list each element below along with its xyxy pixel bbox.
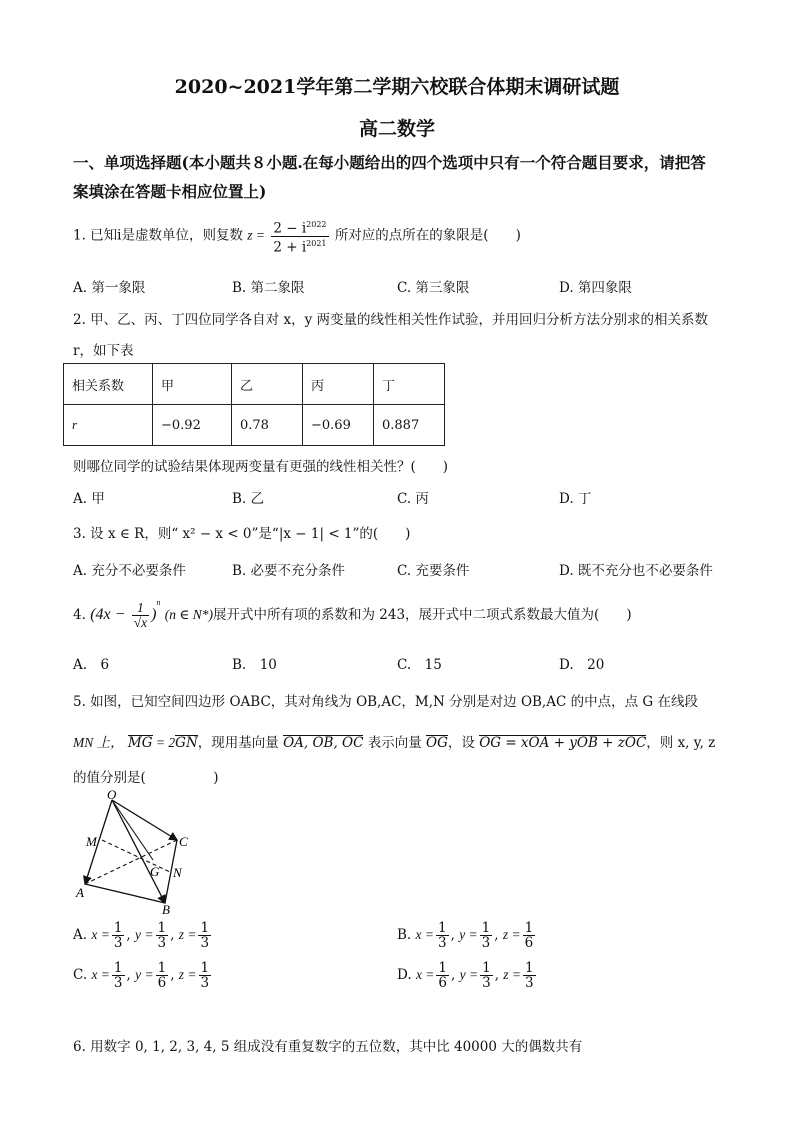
exam-title: 2020~2021学年第二学期六校联合体期末调研试题 bbox=[174, 76, 620, 98]
q2-option-a: A. 甲 bbox=[73, 491, 105, 507]
q5-l2-a: MN 上， bbox=[73, 735, 124, 750]
edge-ab bbox=[85, 884, 165, 903]
q4-fraction bbox=[132, 601, 149, 630]
frac-den: 3 bbox=[200, 935, 210, 951]
question-4 bbox=[73, 598, 632, 630]
q5-opt-b-label: B. bbox=[397, 927, 412, 943]
table-row bbox=[64, 405, 445, 446]
q1-den-exp: 2021 bbox=[306, 238, 327, 248]
table-header-row bbox=[64, 364, 445, 405]
q1-den: 2 + i bbox=[273, 239, 307, 255]
q5-option-b: B. x = $\frac{1}{3}$ , y = $\frac{1}{3}$ , z = $\frac{1}{6}$ bbox=[397, 920, 534, 951]
q5-opt-d-label: D. bbox=[397, 967, 412, 983]
table-cell: 丁 bbox=[374, 364, 445, 405]
q5-option-a: A. x = $\frac{1}{3}$ , y = $\frac{1}{3}$ , z = $\frac{1}{3}$ bbox=[73, 920, 210, 951]
q1-option-b: B. 第二象限 bbox=[232, 280, 305, 296]
q5-vec-gn: GN bbox=[175, 735, 198, 751]
q5-option-c: C. x = $\frac{1}{3}$ , y = $\frac{1}{6}$ , z = $\frac{1}{3}$ bbox=[73, 960, 210, 991]
label-m: M bbox=[86, 834, 97, 849]
section-heading-line2: 案填涂在答题卡相应位置上) bbox=[73, 182, 267, 201]
segment-mn-dashed bbox=[102, 840, 170, 872]
table-cell: 丙 bbox=[303, 364, 374, 405]
q1-prefix: 1. 已知i是虚数单位，则复数 bbox=[73, 227, 243, 244]
q3-option-a: A. 充分不必要条件 bbox=[73, 563, 186, 579]
q4-option-a: A. 6 bbox=[73, 657, 110, 673]
frac-num: 1 bbox=[200, 960, 210, 976]
q1-suffix: 所对应的点所在的象限是( ) bbox=[334, 227, 521, 244]
q4-suffix: 展开式中所有项的系数和为 243，展开式中二项式系数最大值为( ) bbox=[213, 607, 632, 623]
frac-num: 1 bbox=[481, 920, 491, 936]
table-cell: 甲 bbox=[153, 364, 232, 405]
q3-option-b: B. 必要不充分条件 bbox=[232, 563, 346, 579]
q5-line3: 的值分别是( ) bbox=[73, 770, 219, 786]
q1-var: z = bbox=[247, 227, 266, 243]
table-cell: r bbox=[64, 405, 153, 446]
q4-prefix: 4. bbox=[73, 607, 86, 623]
table-cell: −0.69 bbox=[303, 405, 374, 446]
q4-power: n bbox=[156, 598, 161, 607]
q5-opt-a-label: A. bbox=[73, 927, 88, 943]
label-g: G bbox=[150, 864, 160, 879]
q2-line2: r，如下表 bbox=[73, 343, 134, 359]
table-cell: 相关系数 bbox=[64, 364, 153, 405]
q6-text: 6. 用数字 0, 1, 2, 3, 4, 5 组成没有重复数字的五位数，其中比 40000 大的偶数共有 bbox=[73, 1039, 583, 1055]
q4-frac-num: 1 bbox=[132, 601, 149, 616]
q5-vec-mg: MG bbox=[127, 735, 153, 751]
frac-den: 3 bbox=[481, 935, 491, 951]
label-a: A bbox=[76, 885, 84, 900]
label-b: B bbox=[162, 902, 170, 915]
q5-vec-og: OG bbox=[426, 735, 448, 751]
edge-ob bbox=[112, 800, 165, 903]
frac-den: 3 bbox=[157, 935, 167, 951]
q3-option-c: C. 充要条件 bbox=[397, 563, 470, 579]
q5-opt-c-label: C. bbox=[73, 967, 88, 983]
q4-option-d: D. 20 bbox=[559, 657, 605, 673]
frac-num: 1 bbox=[524, 920, 534, 936]
q1-num: 2 − i bbox=[273, 220, 307, 237]
q4-option-b: B. 10 bbox=[232, 657, 277, 673]
question-1 bbox=[73, 218, 521, 254]
q5-vec-expr: OG = xOA + yOB + zOC bbox=[479, 735, 647, 751]
frac-num: 1 bbox=[438, 920, 447, 936]
q5-l2-d: ，设 bbox=[447, 735, 475, 751]
q2-option-c: C. 丙 bbox=[397, 491, 429, 507]
frac-num: 1 bbox=[157, 960, 167, 976]
label-n: N bbox=[173, 865, 182, 880]
section-heading-line1: 一、单项选择题(本小题共８小题.在每小题给出的四个选项中只有一个符合题目要求，请把答 bbox=[73, 153, 706, 172]
frac-den: 3 bbox=[200, 975, 210, 991]
q3-text: 3. 设 x ∈ R，则“ x² − x < 0”是“|x − 1| < 1”的( ) bbox=[73, 526, 411, 542]
q4-expr-left: (4x − bbox=[90, 606, 126, 623]
q2-line1: 2. 甲、乙、丙、丁四位同学各自对 x，y 两变量的线性相关性作试验，并用回归分析方法分别求的相关系数 bbox=[73, 312, 708, 328]
q1-fraction bbox=[271, 218, 328, 254]
table-cell: 乙 bbox=[232, 364, 303, 405]
q1-option-a: A. 第一象限 bbox=[73, 280, 146, 296]
table-cell: 0.887 bbox=[374, 405, 445, 446]
q5-l2-eq: = 2 bbox=[152, 735, 176, 750]
table-cell: −0.92 bbox=[153, 405, 232, 446]
frac-den: 3 bbox=[525, 975, 534, 991]
q2-question: 则哪位同学的试验结果体现两变量有更强的线性相关性？( ) bbox=[73, 459, 449, 475]
frac-den: 6 bbox=[524, 935, 534, 951]
frac-den: 3 bbox=[113, 975, 123, 991]
q1-num-exp: 2022 bbox=[306, 220, 327, 229]
q5-l2-b: ，现用基向量 bbox=[197, 735, 279, 751]
q2-option-b: B. 乙 bbox=[232, 491, 265, 507]
frac-den: 6 bbox=[438, 975, 448, 991]
label-o: O bbox=[107, 790, 117, 802]
q5-line1: 5. 如图，已知空间四边形 OABC，其对角线为 OB,AC，M,N 分别是对边 OB,AC 的中点，点 G 在线段 bbox=[73, 694, 698, 710]
frac-den: 3 bbox=[113, 935, 123, 951]
q4-frac-den: √x bbox=[133, 615, 148, 630]
frac-den: 3 bbox=[482, 975, 491, 991]
q4-expr-right: ) bbox=[151, 606, 157, 623]
frac-num: 1 bbox=[113, 920, 123, 936]
q5-line2 bbox=[73, 731, 715, 751]
q3-option-d: D. 既不充分也不必要条件 bbox=[559, 563, 713, 579]
edge-ac-dashed bbox=[85, 840, 177, 884]
q4-condition: (n ∈ N*) bbox=[164, 607, 213, 622]
segment-og bbox=[112, 800, 153, 860]
frac-den: 6 bbox=[157, 975, 167, 991]
q5-l2-e: ，则 x, y, z bbox=[646, 735, 716, 751]
q5-l2-c: 表示向量 bbox=[367, 735, 422, 751]
frac-den: 3 bbox=[438, 935, 447, 951]
frac-num: 1 bbox=[113, 960, 123, 976]
frac-num: 1 bbox=[157, 920, 167, 936]
tetrahedron-figure bbox=[70, 790, 200, 915]
correlation-table bbox=[63, 363, 445, 446]
frac-num: 1 bbox=[525, 960, 534, 976]
table-cell: 0.78 bbox=[232, 405, 303, 446]
frac-num: 1 bbox=[438, 960, 448, 976]
q5-vec-basis: OA, OB, OC bbox=[283, 735, 364, 751]
label-c: C bbox=[179, 834, 188, 849]
q5-option-d: D. x = $\frac{1}{6}$ , y = $\frac{1}{3}$ , z = $\frac{1}{3}$ bbox=[397, 960, 534, 991]
q1-option-d: D. 第四象限 bbox=[559, 280, 632, 296]
frac-num: 1 bbox=[200, 920, 210, 936]
q4-option-c: C. 15 bbox=[397, 657, 442, 673]
q2-option-d: D. 丁 bbox=[559, 491, 592, 507]
frac-num: 1 bbox=[482, 960, 491, 976]
exam-subtitle: 高二数学 bbox=[358, 118, 435, 140]
q1-option-c: C. 第三象限 bbox=[397, 280, 470, 296]
